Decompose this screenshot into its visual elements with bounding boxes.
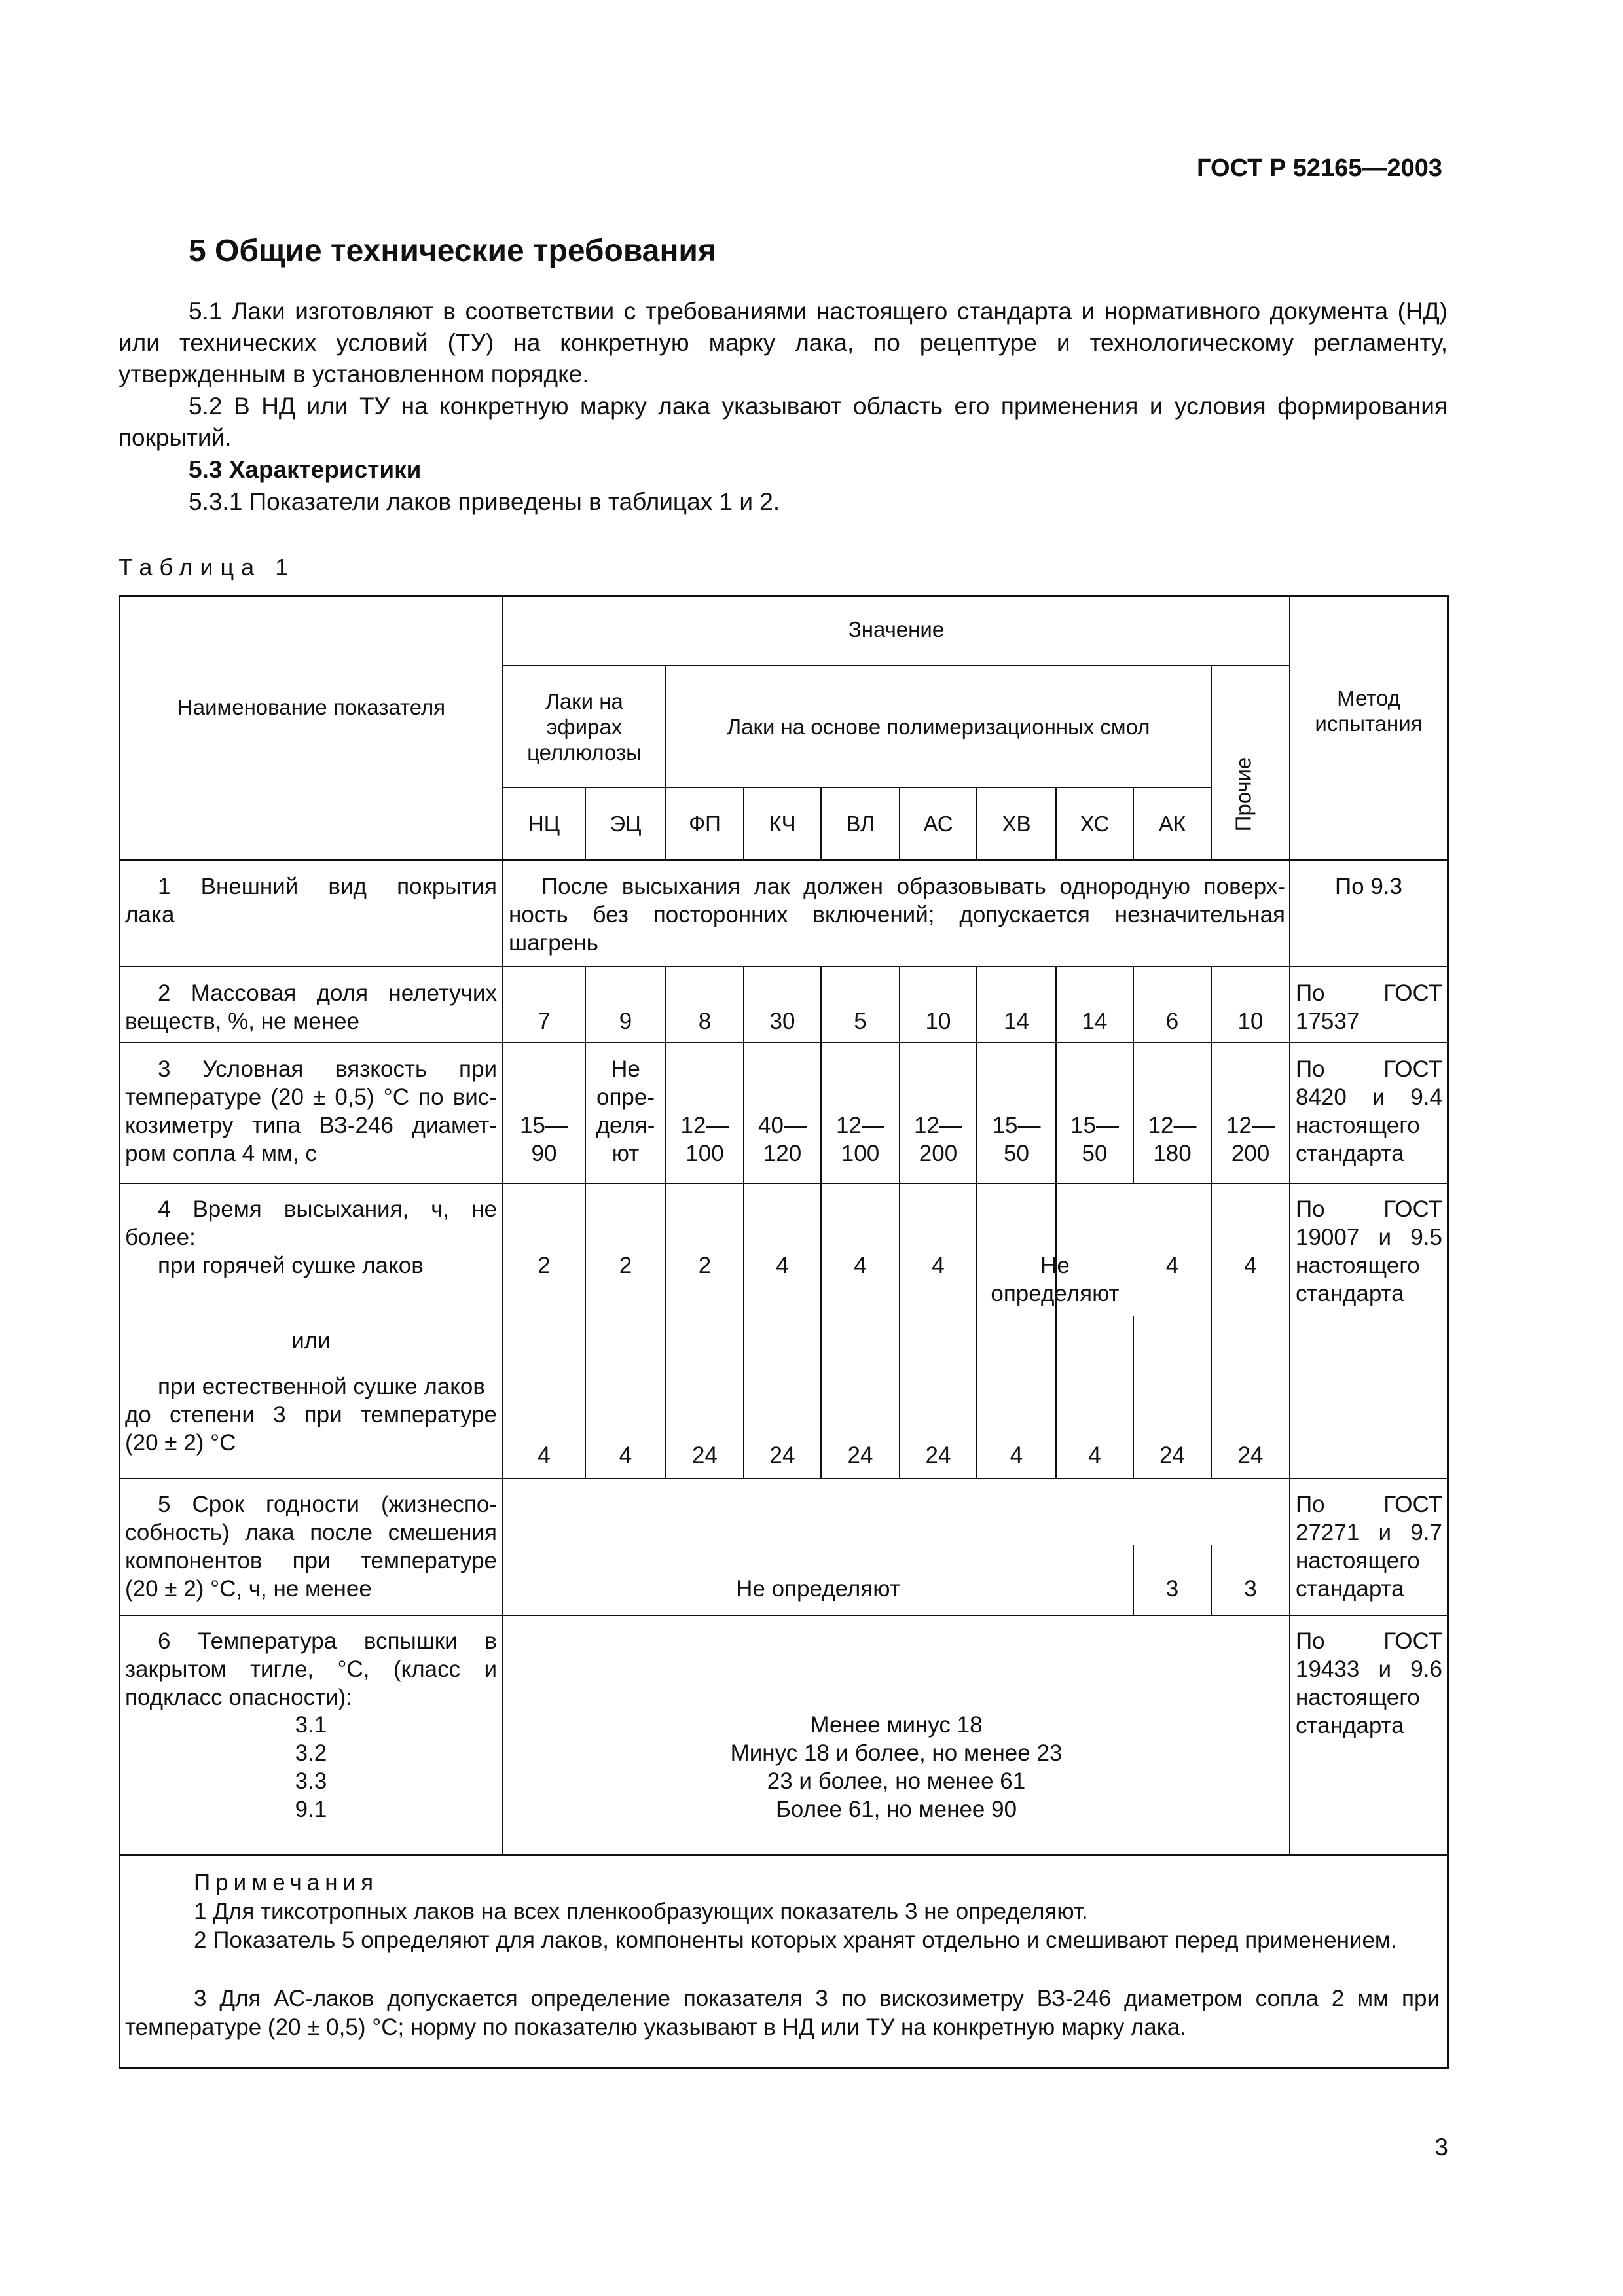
row3-ec-not-determined: Не опре- деля- ют bbox=[596, 1056, 655, 1166]
row4-natural: 24 bbox=[692, 1443, 718, 1468]
row4-natural: 4 bbox=[1010, 1443, 1023, 1468]
row4-natural: 4 bbox=[1088, 1443, 1101, 1468]
row2-value: 30 bbox=[769, 1009, 795, 1034]
row4-natural: 4 bbox=[619, 1443, 632, 1468]
row2-value: 14 bbox=[1004, 1009, 1029, 1034]
table-1 bbox=[119, 595, 1449, 2069]
col-ec: ЭЦ bbox=[610, 812, 642, 836]
row3-name: 3 Условная вязкость при температуре (20 ± 0,5) °С по вис- козиметру типа ВЗ-246 диамет- ром сопла 4 мм, с bbox=[125, 1056, 497, 1166]
row1-value: После высыхания лак должен образовывать однородную поверх- ность без посторонних включений; допускается незначительная шагрень bbox=[509, 874, 1285, 956]
row4-natural: 24 bbox=[1237, 1443, 1264, 1468]
header-other: Прочие bbox=[1231, 757, 1256, 832]
row2-value: 8 bbox=[698, 1009, 712, 1034]
note-2: 2 Показатель 5 определяют для лаков, компоненты которых хранят отдельно и смешивают перед применением. bbox=[194, 1928, 1397, 1953]
col-hs: ХС bbox=[1080, 812, 1110, 836]
row4-hot: 4 bbox=[1244, 1253, 1257, 1278]
row3-range: 15— 50 bbox=[992, 1113, 1041, 1166]
row4-name-natural: при естественной сушке лаков до степени 3 при температуре (20 ± 2) °С bbox=[125, 1374, 497, 1456]
row4-natural: 24 bbox=[847, 1443, 873, 1468]
row4-name: 4 Время высыхания, ч, не более: при горячей сушке лаков bbox=[125, 1196, 497, 1278]
col-kch: КЧ bbox=[769, 812, 796, 836]
col-nc: НЦ bbox=[528, 812, 560, 836]
row5-method: По ГОСТ 27271 и 9.7 настоящего стандарта bbox=[1296, 1492, 1442, 1602]
row5-ak: 3 bbox=[1165, 1576, 1179, 1602]
row6-values: Менее минус 18 Минус 18 и более, но менее 23 23 и более, но менее 61 Более 61, но менее 90 bbox=[730, 1712, 1063, 1822]
header-name: Наименование показателя bbox=[177, 695, 446, 719]
col-vl: ВЛ bbox=[846, 812, 875, 836]
row5-not-determined: Не определяют bbox=[736, 1576, 900, 1602]
header-method: Метод испытания bbox=[1315, 686, 1423, 736]
row6-method: По ГОСТ 19433 и 9.6 настоящего стандарта bbox=[1296, 1628, 1442, 1738]
row2-value: 10 bbox=[1237, 1009, 1264, 1034]
row2-value: 7 bbox=[538, 1009, 551, 1034]
row4-hot: 4 bbox=[1165, 1253, 1179, 1278]
standard-number: ГОСТ Р 52165—2003 bbox=[1197, 154, 1442, 182]
paragraph-5-1: 5.1 Лаки изготовляют в соответствии с требованиями настоящего стандарта и нормативного документа (НД) или технических условий (ТУ) на конкретную марку лака, по рецептуре и технологическому регламенту, утвержденным в установленном порядке. bbox=[119, 298, 1448, 387]
col-hv: ХВ bbox=[1002, 812, 1031, 836]
row3-range: 15— 50 bbox=[1070, 1113, 1119, 1166]
row3-range: 12— 180 bbox=[1148, 1113, 1197, 1166]
row2-name: 2 Массовая доля нелетучих веществ, %, не менее bbox=[125, 980, 497, 1034]
row2-method: По ГОСТ 17537 bbox=[1296, 980, 1442, 1034]
subsection-5-3-title: 5.3 Характеристики bbox=[189, 456, 422, 483]
row5-other: 3 bbox=[1244, 1576, 1257, 1602]
row4-hot-not-determined: Не определяют bbox=[991, 1253, 1120, 1306]
row2-value: 9 bbox=[619, 1009, 632, 1034]
table-label: Таблица 1 bbox=[119, 554, 296, 581]
note-3: 3 Для АС-лаков допускается определение показателя 3 по вискозиметру ВЗ-246 диаметром сопла 2 мм при температуре (20 ± 0,5) °С; норму по показателю указывают в НД или ТУ на конкретную марку лака. bbox=[125, 1986, 1440, 2040]
row4-natural: 24 bbox=[1159, 1443, 1185, 1468]
col-ak: АК bbox=[1158, 812, 1186, 836]
row3-range: 12— 200 bbox=[914, 1113, 962, 1166]
col-as: АС bbox=[923, 812, 953, 836]
paragraph-5-3-1: 5.3.1 Показатели лаков приведены в таблицах 1 и 2. bbox=[189, 488, 780, 515]
row6-name: 6 Температура вспышки в закрытом тигле, °С, (класс и подкласс опасности): bbox=[125, 1628, 497, 1710]
row3-range: 12— 200 bbox=[1226, 1113, 1275, 1166]
row3-method: По ГОСТ 8420 и 9.4 настоящего стандарта bbox=[1296, 1056, 1442, 1166]
header-cellulose: Лаки на эфирах целлюлозы bbox=[527, 689, 642, 764]
row4-natural: 4 bbox=[538, 1443, 551, 1468]
row1-method: По 9.3 bbox=[1334, 874, 1402, 899]
row2-value: 14 bbox=[1082, 1009, 1108, 1034]
row2-value: 6 bbox=[1165, 1009, 1179, 1034]
paragraph-5-2: 5.2 В НД или ТУ на конкретную марку лака указывают область его применения и условия формирования покрытий. bbox=[119, 393, 1448, 451]
row4-hot: 2 bbox=[698, 1253, 712, 1278]
row3-range: 12— 100 bbox=[680, 1113, 729, 1166]
row4-or: или bbox=[291, 1328, 331, 1354]
row4-natural: 24 bbox=[925, 1443, 951, 1468]
notes-title: Примечания bbox=[194, 1870, 379, 1895]
page-number: 3 bbox=[1434, 2134, 1448, 2161]
row4-hot: 4 bbox=[776, 1253, 789, 1278]
col-fp: ФП bbox=[689, 812, 721, 836]
header-polymer: Лаки на основе полимеризационных смол bbox=[727, 715, 1150, 739]
row4-method: По ГОСТ 19007 и 9.5 настоящего стандарта bbox=[1296, 1196, 1442, 1306]
row4-hot: 2 bbox=[619, 1253, 632, 1278]
row4-hot: 4 bbox=[932, 1253, 945, 1278]
row3-range: 15— 90 bbox=[520, 1113, 568, 1166]
row4-hot: 2 bbox=[538, 1253, 551, 1278]
row2-value: 5 bbox=[854, 1009, 867, 1034]
row4-natural: 24 bbox=[769, 1443, 795, 1468]
row2-value: 10 bbox=[925, 1009, 951, 1034]
row1-name: 1 Внешний вид покрытия лака bbox=[125, 874, 497, 927]
row5-name: 5 Срок годности (жизнеспо- собность) лака после смешения компонентов при температуре (20 ± 2) °С, ч, не менее bbox=[125, 1492, 497, 1602]
header-value: Значение bbox=[848, 617, 945, 641]
row6-classes: 3.1 3.2 3.3 9.1 bbox=[295, 1712, 327, 1822]
note-1: 1 Для тиксотропных лаков на всех пленкообразующих показатель 3 не определяют. bbox=[194, 1899, 1088, 1924]
row3-range: 40— 120 bbox=[758, 1113, 807, 1166]
row4-hot: 4 bbox=[854, 1253, 867, 1278]
row3-range: 12— 100 bbox=[836, 1113, 884, 1166]
section-title: 5 Общие технические требования bbox=[189, 234, 716, 268]
